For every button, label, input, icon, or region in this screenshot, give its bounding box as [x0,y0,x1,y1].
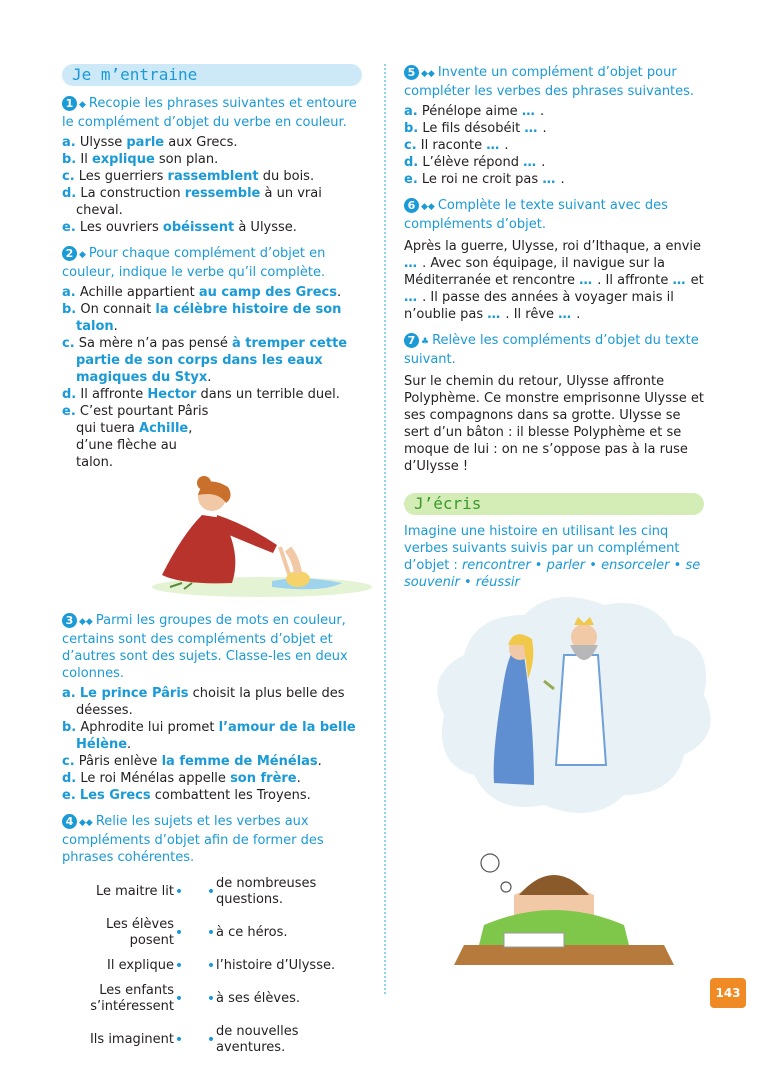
item-text: Sa mère n’a pas pensé [78,336,232,351]
match-dot-right[interactable]: • [206,991,216,1007]
item-text: Il affronte [80,387,148,402]
verb-item: ensorceler [601,558,670,573]
exercise-4-instruction [62,813,362,866]
verb-item: rencontrer [461,558,531,573]
item-letter: b. [404,121,419,136]
item-text: , d’une flèche au talon. [76,421,193,470]
item-text: son plan. [154,152,219,167]
list-item [62,787,362,804]
match-dot-left[interactable]: • [174,1032,184,1048]
match-dot-left[interactable]: • [174,925,184,941]
match-subject: Les élèves posent [106,917,174,948]
item-text: La construction [80,186,185,201]
paragraph-text: et [686,273,704,288]
highlighted-text: rassemblent [167,169,259,184]
list-item [404,154,704,171]
item-letter: c. [62,754,75,769]
item-text: choisit la plus belle des déesses. [76,686,345,718]
item-letter: a. [62,686,76,701]
blank-dots[interactable]: … [521,104,536,119]
list-item [62,719,362,753]
exercise-5-instruction [404,64,704,100]
match-object: de nouvelles aventures. [216,1024,299,1055]
blank-dots[interactable]: … [487,307,502,322]
item-end: . [537,155,546,170]
match-dot-right[interactable]: • [206,1032,216,1048]
list-item [62,134,362,151]
item-text: Le fils désobéit [422,121,521,136]
item-letter: d. [404,155,419,170]
item-text: du bois. [258,169,315,184]
instruction-text: Parmi les groupes de mots en couleur, certains sont des compléments d’objet et d’autres sont des sujets. Classe-les en deux colonnes. [62,613,348,681]
item-text: . [207,370,212,385]
list-item [62,335,362,386]
instruction-text: Pour chaque complément d’objet en couleur, indique le verbe qu’il complète. [62,246,326,280]
blank-dots[interactable]: … [558,307,573,322]
highlighted-text: ressemble [184,186,261,201]
match-object: l’histoire d’Ulysse. [216,958,336,973]
match-subject: Il explique [106,958,174,973]
match-subject: Le maitre lit [96,884,174,899]
verb-item: parler [546,558,586,573]
dreaming-boy-illustration [404,595,704,965]
item-text: Ulysse [79,135,127,150]
match-subject: Ils imaginent [89,1032,174,1047]
list-item [62,284,362,301]
match-dot-right[interactable]: • [206,884,216,900]
instruction-text: Recopie les phrases suivantes et entoure le complément d’objet du verbe en couleur. [62,96,357,130]
match-row [62,1024,362,1056]
matching-exercise [62,876,362,1056]
verb-item: se souvenir [404,558,701,590]
exercise-5-list [404,103,704,188]
difficulty-double-diamond-icon: ◆◆ [79,617,93,627]
item-letter: a. [404,104,418,119]
verb-separator: • [530,558,547,573]
exercise-7-text: Sur le chemin du retour, Ulysse affronte Polyphème. Ce monstre emprisonne Ulysse et ses compagnons dans sa grotte. Ulysse se sert d’un bâton : il blesse Polyphème et se moque de lui : on ne s’oppose pas à la ruse d’Ulysse ! [404,374,704,474]
exercise-3-instruction [62,612,362,682]
exercise-number-badge: 7 [404,333,419,348]
exercise-2-list [62,284,362,471]
item-text: . [127,737,132,752]
blank-dots[interactable]: … [523,155,538,170]
highlighted-text: à tremper cette partie de son corps dans les eaux magiques du Styx [76,336,348,385]
item-text: Le roi ne croit pas [421,172,539,187]
exercise-1-list [62,134,362,236]
highlighted-text: Les Grecs [79,788,151,803]
highlighted-text: explique [91,152,155,167]
item-text: Achille appartient [79,285,199,300]
mother-dipping-achilles-image [62,475,362,603]
match-object: à ses élèves. [216,991,300,1006]
item-letter: d. [62,387,77,402]
match-subject: Les enfants s’intéressent [90,983,174,1014]
item-letter: e. [62,404,76,419]
highlighted-text: Hector [147,387,197,402]
item-letter: b. [62,152,77,167]
item-letter: a. [62,285,76,300]
writing-prompt [404,523,704,591]
highlighted-text: son frère [230,771,297,786]
list-item [404,137,704,154]
achilles-illustration [62,475,362,603]
item-text: Aphrodite lui promet [80,720,219,735]
list-item [62,301,362,335]
item-letter: c. [404,138,417,153]
item-text: . [113,319,118,334]
paragraph-text: . [572,307,581,322]
item-end: . [500,138,509,153]
list-item [404,103,704,120]
paragraph-text: . Il affronte [593,273,673,288]
verb-separator: • [459,575,476,590]
column-divider [384,64,386,994]
item-end: . [535,104,545,119]
list-item [62,219,362,236]
highlighted-text: au camp des Grecs [198,285,337,300]
left-column [62,64,362,1065]
instruction-text: Relie les sujets et les verbes aux compléments d’objet afin de former des phrases cohérentes. [62,814,324,865]
item-text: aux Grecs. [164,135,238,150]
section-title-jecris: J’écris [404,493,704,515]
difficulty-double-diamond-icon: ◆◆ [79,818,93,828]
list-item [404,120,704,137]
blank-dots[interactable]: … [672,273,687,288]
item-text: L’élève répond [422,155,519,170]
list-item [62,403,217,471]
instruction-text: Complète le texte suivant avec des compléments d’objet. [404,198,668,232]
instruction-text: Relève les compléments d’objet du texte suivant. [404,333,699,367]
item-end: . [556,172,565,187]
item-letter: b. [62,302,77,317]
list-item [62,168,362,185]
match-dot-left[interactable]: • [174,884,184,900]
item-letter: e. [404,172,418,187]
blank-dots[interactable]: … [404,256,418,271]
exercise-number-badge: 2 [62,246,77,261]
verb-separator: • [669,558,686,573]
verb-item: réussir [475,575,520,590]
list-item [62,685,362,719]
exercise-6-text [404,238,704,323]
list-item [62,386,362,403]
item-text: . [317,754,322,769]
paragraph-text: . Il passe des années à voyager mais il n’oublie pas [404,290,674,322]
match-object: de nombreuses questions. [216,876,317,907]
item-text: à Ulysse. [234,220,297,235]
match-row [62,917,362,949]
paragraph-text: . Il rêve [501,307,559,322]
paragraph-text: Après la guerre, Ulysse, roi d’Ithaque, a envie [404,239,702,254]
match-dot-left[interactable]: • [174,991,184,1007]
highlighted-text: obéissent [162,220,235,235]
list-item [62,753,362,770]
highlighted-text: la femme de Ménélas [161,754,318,769]
item-text: Pâris enlève [78,754,162,769]
highlighted-text: Le prince Pâris [79,686,189,701]
list-item [62,770,362,787]
difficulty-diamond-icon: ◆ [79,100,86,110]
item-letter: e. [62,220,76,235]
page-number-badge: 143 [710,978,746,1008]
item-text: On connait [80,302,156,317]
item-text: Il [80,152,92,167]
item-text: combattent les Troyens. [150,788,311,803]
difficulty-double-diamond-icon: ◆◆ [421,69,435,79]
right-column [404,64,704,965]
item-text: Le roi Ménélas appelle [80,771,231,786]
highlighted-text: parle [126,135,165,150]
exercise-2-instruction [62,245,362,281]
highlighted-text: Achille [139,421,189,436]
match-dot-left[interactable]: • [174,958,184,974]
item-text: . [296,771,301,786]
instruction-text: Invente un complément d’objet pour compléter les verbes des phrases suivantes. [404,65,695,99]
item-text: à un vrai cheval. [76,186,322,218]
paragraph-text: . Avec son équipage, il navigue sur la Méditerranée et rencontre [404,256,665,288]
item-letter: d. [62,771,77,786]
item-letter: b. [62,720,77,735]
match-row [62,983,362,1015]
highlighted-text: la célèbre histoire de son talon [76,302,342,334]
verb-separator: • [585,558,602,573]
item-end: . [538,121,547,136]
item-text: Pénélope aime [421,104,518,119]
match-row [62,958,362,974]
list-item [62,185,362,219]
item-letter: e. [62,788,76,803]
item-text: dans un terrible duel. [196,387,340,402]
match-dot-right[interactable]: • [206,958,216,974]
exercise-6-instruction [404,197,704,233]
blank-dots[interactable]: … [542,172,557,187]
exercise-number-badge: 4 [62,814,77,829]
item-letter: c. [62,169,75,184]
difficulty-double-diamond-icon: ◆◆ [421,202,435,212]
item-text: C’est pourtant Pâris qui tuera [76,404,209,436]
exercise-7-instruction [404,332,704,368]
blank-dots[interactable]: … [486,138,501,153]
exercise-number-badge: 1 [62,96,77,111]
item-text: . [336,285,342,300]
item-letter: c. [62,336,75,351]
exercise-3-list [62,685,362,804]
item-text: Les guerriers [78,169,168,184]
item-letter: a. [62,135,76,150]
exercise-1-instruction [62,95,362,131]
difficulty-diamond-icon: ◆ [79,250,86,260]
blank-dots[interactable]: … [524,121,539,136]
list-item [404,171,704,188]
blank-dots[interactable]: … [579,273,594,288]
difficulty-triple-diamond-icon: ♣ [421,337,430,347]
blank-dots[interactable]: … [404,290,418,305]
exercise-number-badge: 3 [62,613,77,628]
exercise-number-badge: 5 [404,65,419,80]
writing-intro: Imagine une histoire en utilisant les cinq verbes suivants suivis par un complément d’objet : [404,524,680,573]
match-dot-right[interactable]: • [206,925,216,941]
match-object: à ce héros. [216,925,288,940]
exercise-number-badge: 6 [404,198,419,213]
section-title-je-mentraine: Je m’entraine [62,64,362,86]
match-row [62,876,362,908]
highlighted-text: l’amour de la belle Hélène [76,720,356,752]
boy-dreaming-of-ulysses-image [404,595,724,965]
list-item [62,151,362,168]
item-text: Il raconte [420,138,483,153]
item-text: Les ouvriers [79,220,163,235]
item-letter: d. [62,186,77,201]
